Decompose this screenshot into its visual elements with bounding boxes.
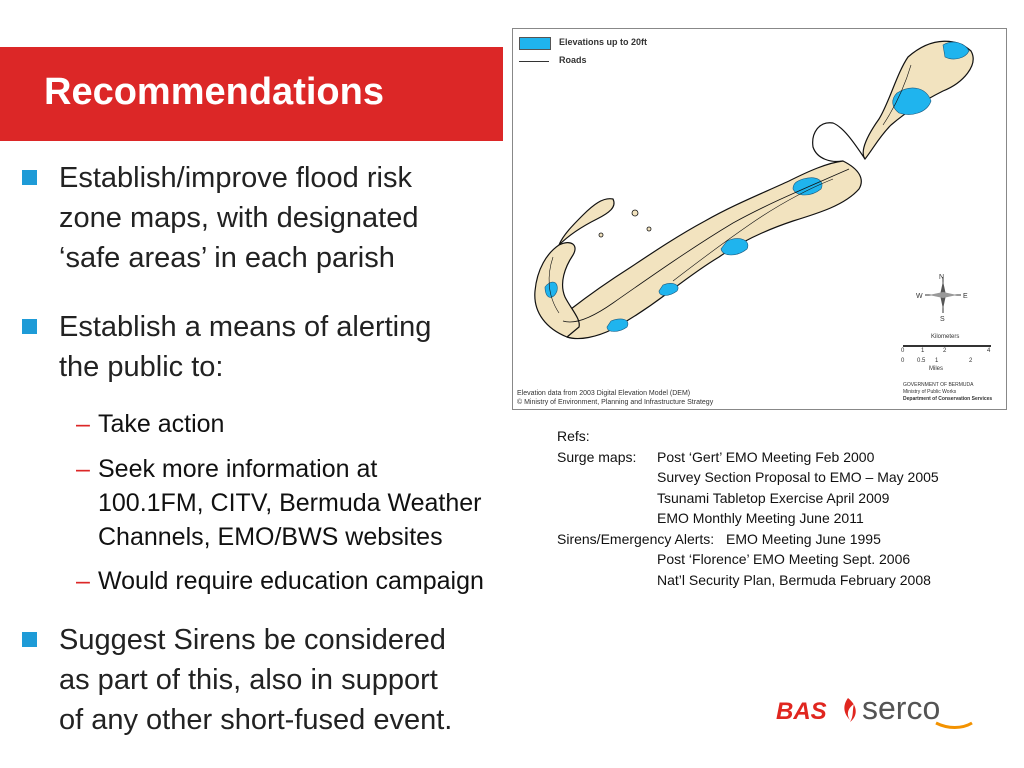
scale-tick: 0.5: [917, 358, 926, 364]
dash-bullet-icon: –: [76, 455, 90, 483]
scale-km-label: Kilometers: [931, 334, 960, 340]
dash-bullet-icon: –: [76, 410, 90, 438]
bullet-line: zone maps, with designated: [59, 202, 419, 234]
sub-line: 100.1FM, CITV, Bermuda Weather: [98, 489, 482, 517]
bullet-line: Establish/improve flood risk: [59, 162, 412, 194]
sub-line: Seek more information at: [98, 455, 378, 483]
scale-tick: 1: [935, 358, 939, 364]
bullet-line: Suggest Sirens be considered: [59, 624, 446, 656]
square-bullet-icon: [22, 319, 37, 334]
logo-swoosh-icon: [936, 723, 972, 728]
scale-mi-label: Miles: [929, 366, 944, 372]
department-credit: [903, 382, 1003, 403]
scale-tick: 2: [969, 358, 973, 364]
scale-tick: 2: [943, 348, 947, 354]
flood-zone: [893, 88, 931, 115]
compass-rose-icon: [916, 274, 968, 323]
land-mass: [559, 199, 614, 245]
compass-e: E: [963, 293, 968, 300]
bullet-line: of any other short-fused event.: [59, 704, 453, 736]
sub-line: Channels, EMO/BWS websites: [98, 523, 443, 551]
compass-w: W: [916, 293, 923, 300]
bullet-line: the public to:: [59, 351, 224, 383]
logo-serco-text: serco: [862, 690, 941, 726]
dept-line: Department of Conservation Services: [903, 396, 993, 402]
compass-s: S: [940, 316, 945, 323]
title-bar: [0, 47, 503, 141]
sub-line: Take action: [98, 410, 225, 438]
sub-bullet-text: [98, 564, 484, 598]
bullet-line: Establish a means of alerting: [59, 311, 432, 343]
scale-bar-km: [903, 345, 991, 347]
scale-tick: 1: [921, 348, 925, 354]
scale-tick: 0: [901, 348, 905, 354]
island-dot: [632, 210, 638, 216]
causeway-line: [813, 123, 865, 162]
dept-line: Ministry of Public Works: [903, 389, 957, 395]
slide-title: Recommendations: [44, 71, 384, 113]
sub-line: Would require education campaign: [98, 567, 484, 595]
dept-line: GOVERNMENT OF BERMUDA: [903, 382, 974, 388]
ref-text: Survey Section Proposal to EMO – May 2005: [657, 469, 939, 485]
scale-tick: 4: [987, 348, 991, 354]
map-credit: [517, 389, 713, 407]
bullet-line: ‘safe areas’ in each parish: [59, 242, 395, 274]
ref-text: EMO Monthly Meeting June 2011: [657, 510, 864, 526]
ref-text: Tsunami Tabletop Exercise April 2009: [657, 489, 890, 506]
ref-text: Nat’l Security Plan, Bermuda February 2008: [657, 571, 931, 588]
bullet-2-text: [59, 307, 529, 387]
ref-group-label: Sirens/Emergency Alerts:: [557, 530, 715, 547]
bermuda-elevation-map: [512, 28, 1007, 410]
bullet-3-text: [59, 620, 539, 740]
legend-label: Roads: [559, 55, 587, 65]
compass-n: N: [939, 274, 945, 281]
logo-bas-text: BAS: [776, 698, 827, 725]
square-bullet-icon: [22, 632, 37, 647]
bullet-1-text: [59, 158, 529, 278]
ref-text: Post ‘Florence’ EMO Meeting Sept. 2006: [657, 551, 911, 567]
map-scale: [901, 334, 997, 374]
legend-label: Elevations up to 20ft: [559, 37, 648, 47]
ref-text: EMO Meeting June 1995: [726, 530, 881, 547]
sub-bullet-text: [98, 452, 558, 554]
ref-text: Post ‘Gert’ EMO Meeting Feb 2000: [657, 448, 875, 465]
square-bullet-icon: [22, 170, 37, 185]
island-dot: [647, 227, 651, 231]
bullet-line: as part of this, also in support: [59, 664, 438, 696]
bas-serco-logo: [776, 688, 981, 732]
island-dot: [599, 233, 603, 237]
scale-tick: 0: [901, 358, 905, 364]
dash-bullet-icon: –: [76, 567, 90, 595]
credit-line: © Ministry of Environment, Planning and Infrastructure Strategy: [517, 399, 714, 406]
credit-line: Elevation data from 2003 Digital Elevation Model (DEM): [517, 390, 691, 397]
logo-flame-icon: [844, 698, 855, 722]
ref-group-label: Surge maps:: [557, 448, 637, 465]
sub-bullet-text: [98, 407, 224, 441]
